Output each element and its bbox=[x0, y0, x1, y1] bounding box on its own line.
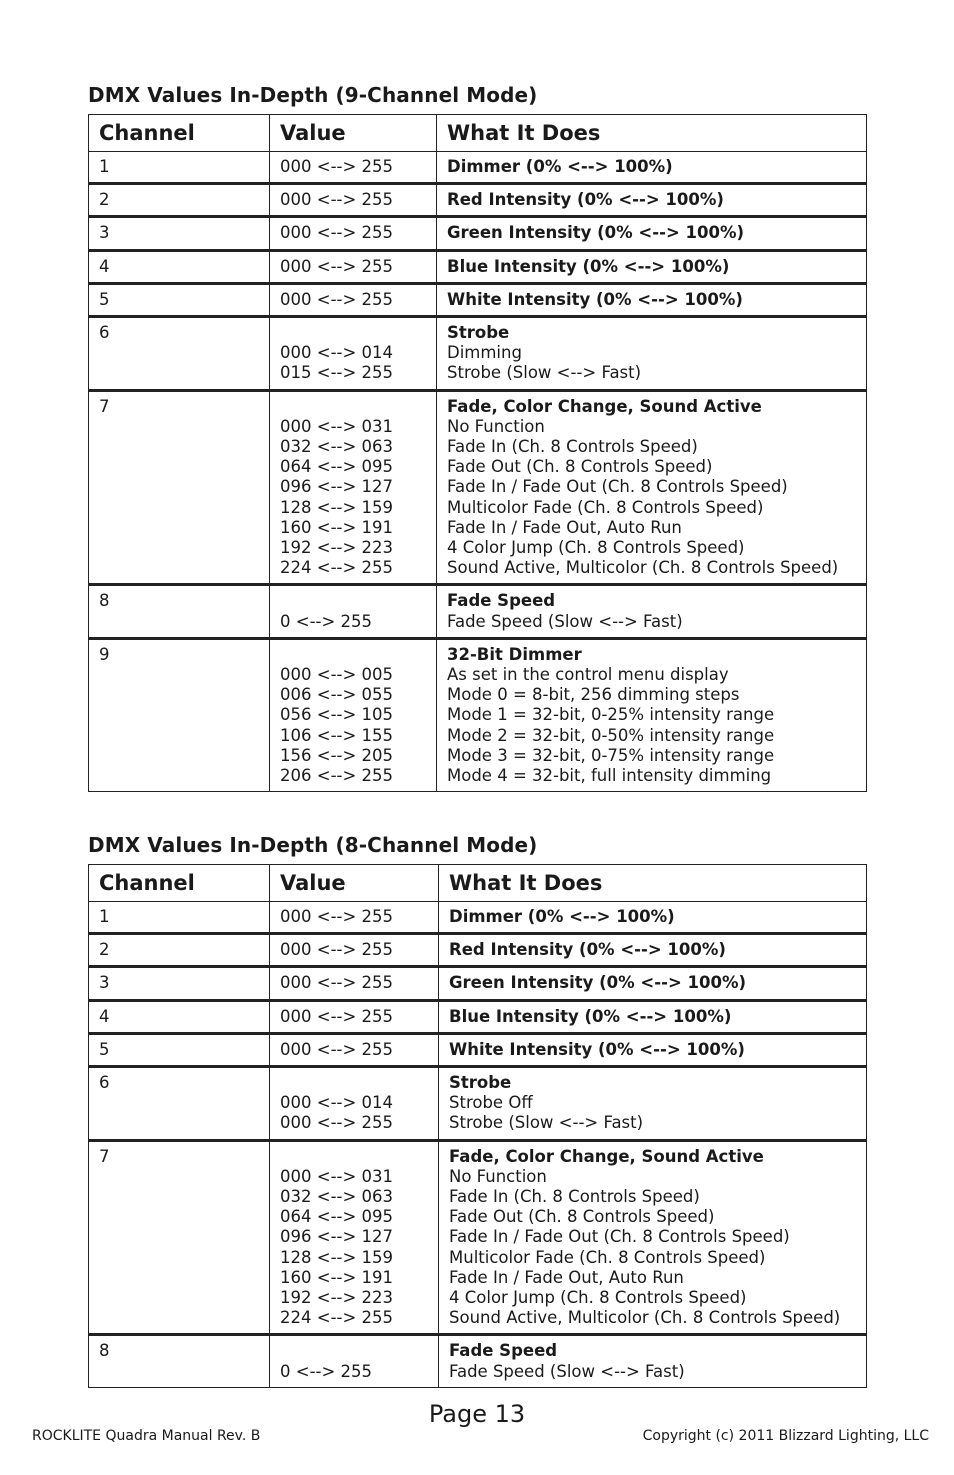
function-description: Strobe Off bbox=[449, 1093, 533, 1113]
table-row bbox=[89, 283, 867, 316]
channel-cell: 2 bbox=[89, 184, 270, 217]
channel-cell: 6 bbox=[89, 317, 270, 391]
description-cell bbox=[439, 1000, 867, 1033]
function-description: Fade In (Ch. 8 Controls Speed) bbox=[447, 437, 698, 457]
table-row bbox=[89, 184, 867, 217]
channel-cell: 8 bbox=[89, 585, 270, 638]
function-heading: Green Intensity (0% <--> 100%) bbox=[447, 223, 745, 243]
function-description: Mode 4 = 32-bit, full intensity dimming bbox=[447, 766, 772, 786]
channel-cell: 6 bbox=[89, 1067, 270, 1141]
function-description: Mode 1 = 32-bit, 0-25% intensity range bbox=[447, 705, 775, 725]
description-cell bbox=[437, 390, 867, 585]
channel-cell: 5 bbox=[89, 1033, 270, 1066]
value-range: 000 <--> 005 bbox=[280, 665, 394, 685]
table-row bbox=[89, 1067, 867, 1141]
value-range: 000 <--> 031 bbox=[280, 1166, 394, 1186]
function-heading: White Intensity (0% <--> 100%) bbox=[447, 289, 743, 309]
function-description: Strobe (Slow <--> Fast) bbox=[449, 1113, 644, 1133]
value-cell bbox=[270, 967, 439, 1000]
dmx-table-8ch bbox=[88, 864, 867, 1388]
value-range: 096 <--> 127 bbox=[280, 1227, 394, 1247]
table-row bbox=[89, 1140, 867, 1335]
value-cell bbox=[270, 1067, 439, 1141]
value-range: 006 <--> 055 bbox=[280, 685, 394, 705]
value-cell bbox=[270, 585, 437, 638]
value-range: 000 <--> 255 bbox=[280, 190, 394, 210]
function-description: Fade Speed (Slow <--> Fast) bbox=[449, 1361, 685, 1381]
value-range bbox=[280, 323, 436, 343]
description-cell bbox=[437, 283, 867, 316]
value-range: 192 <--> 223 bbox=[280, 538, 394, 558]
value-range: 000 <--> 255 bbox=[280, 1113, 394, 1133]
function-description: Fade In / Fade Out (Ch. 8 Controls Speed) bbox=[447, 477, 788, 497]
description-cell bbox=[437, 638, 867, 791]
value-range bbox=[280, 397, 436, 417]
description-cell bbox=[439, 902, 867, 934]
function-heading: Blue Intensity (0% <--> 100%) bbox=[449, 1006, 732, 1026]
function-description: Fade In / Fade Out, Auto Run bbox=[449, 1267, 684, 1287]
description-cell bbox=[437, 585, 867, 638]
function-heading: Fade Speed bbox=[447, 591, 556, 611]
value-cell bbox=[270, 152, 437, 184]
description-cell bbox=[437, 152, 867, 184]
value-range: 032 <--> 063 bbox=[280, 1187, 394, 1207]
header-channel: Channel bbox=[89, 865, 270, 902]
function-description: 4 Color Jump (Ch. 8 Controls Speed) bbox=[449, 1288, 747, 1308]
value-range: 160 <--> 191 bbox=[280, 1267, 394, 1287]
channel-cell: 5 bbox=[89, 283, 270, 316]
channel-cell: 4 bbox=[89, 250, 270, 283]
function-heading: Fade, Color Change, Sound Active bbox=[447, 396, 762, 416]
value-range: 000 <--> 014 bbox=[280, 343, 394, 363]
function-description: Dimming bbox=[447, 343, 522, 363]
value-cell bbox=[270, 1335, 439, 1387]
function-heading: Red Intensity (0% <--> 100%) bbox=[447, 190, 724, 210]
function-heading: Strobe bbox=[449, 1073, 512, 1093]
value-range: 056 <--> 105 bbox=[280, 705, 394, 725]
title-8ch: DMX Values In-Depth (8-Channel Mode) bbox=[88, 833, 538, 857]
function-heading: Fade, Color Change, Sound Active bbox=[449, 1146, 764, 1166]
footer-copyright: Copyright (c) 2011 Blizzard Lighting, LLC bbox=[642, 1428, 929, 1444]
table-row bbox=[89, 317, 867, 391]
value-range: 064 <--> 095 bbox=[280, 457, 394, 477]
channel-cell: 3 bbox=[89, 217, 270, 250]
value-range: 160 <--> 191 bbox=[280, 517, 394, 537]
header-value: Value bbox=[270, 115, 437, 152]
value-cell bbox=[270, 317, 437, 391]
table-row bbox=[89, 934, 867, 967]
description-cell bbox=[437, 217, 867, 250]
value-cell bbox=[270, 250, 437, 283]
description-cell bbox=[439, 1335, 867, 1387]
value-range: 156 <--> 205 bbox=[280, 745, 394, 765]
value-range: 0 <--> 255 bbox=[280, 1361, 373, 1381]
table-row bbox=[89, 250, 867, 283]
function-description: Sound Active, Multicolor (Ch. 8 Controls Speed) bbox=[449, 1308, 841, 1328]
value-range bbox=[280, 645, 436, 665]
value-range: 000 <--> 255 bbox=[280, 223, 394, 243]
value-range: 000 <--> 031 bbox=[280, 416, 394, 436]
channel-cell: 7 bbox=[89, 1140, 270, 1335]
function-heading: Fade Speed bbox=[449, 1341, 558, 1361]
channel-cell: 4 bbox=[89, 1000, 270, 1033]
value-range: 192 <--> 223 bbox=[280, 1288, 394, 1308]
function-description: Strobe (Slow <--> Fast) bbox=[447, 363, 642, 383]
function-description: Fade Speed (Slow <--> Fast) bbox=[447, 611, 683, 631]
value-range: 000 <--> 255 bbox=[280, 256, 394, 276]
value-cell bbox=[270, 283, 437, 316]
function-description: 4 Color Jump (Ch. 8 Controls Speed) bbox=[447, 538, 745, 558]
function-description: Fade In / Fade Out (Ch. 8 Controls Speed) bbox=[449, 1227, 790, 1247]
channel-cell: 1 bbox=[89, 902, 270, 934]
function-description: Multicolor Fade (Ch. 8 Controls Speed) bbox=[447, 497, 764, 517]
value-cell bbox=[270, 934, 439, 967]
value-range: 000 <--> 255 bbox=[280, 907, 394, 926]
value-range bbox=[280, 1147, 438, 1167]
function-heading: Red Intensity (0% <--> 100%) bbox=[449, 940, 726, 960]
value-range: 000 <--> 255 bbox=[280, 289, 394, 309]
function-heading: Green Intensity (0% <--> 100%) bbox=[449, 973, 747, 993]
value-cell bbox=[270, 1033, 439, 1066]
channel-cell: 1 bbox=[89, 152, 270, 184]
function-heading: 32-Bit Dimmer bbox=[447, 644, 582, 664]
function-description: No Function bbox=[447, 416, 545, 436]
table-row bbox=[89, 152, 867, 184]
value-range bbox=[280, 1073, 438, 1093]
page-number: Page 13 bbox=[428, 1400, 526, 1428]
header-channel: Channel bbox=[89, 115, 270, 152]
description-cell bbox=[439, 1033, 867, 1066]
value-range: 0 <--> 255 bbox=[280, 611, 373, 631]
description-cell bbox=[439, 1067, 867, 1141]
function-heading: Dimmer (0% <--> 100%) bbox=[447, 157, 673, 176]
value-range bbox=[280, 591, 436, 611]
function-description: Mode 0 = 8-bit, 256 dimming steps bbox=[447, 685, 740, 705]
description-cell bbox=[437, 250, 867, 283]
description-cell bbox=[439, 967, 867, 1000]
value-range: 106 <--> 155 bbox=[280, 725, 394, 745]
footer-manual-title: ROCKLITE Quadra Manual Rev. B bbox=[32, 1428, 261, 1444]
function-description: Mode 2 = 32-bit, 0-50% intensity range bbox=[447, 725, 775, 745]
function-description: Fade Out (Ch. 8 Controls Speed) bbox=[449, 1207, 715, 1227]
value-range: 015 <--> 255 bbox=[280, 363, 394, 383]
channel-cell: 7 bbox=[89, 390, 270, 585]
value-range: 032 <--> 063 bbox=[280, 437, 394, 457]
channel-cell: 2 bbox=[89, 934, 270, 967]
table-row bbox=[89, 1033, 867, 1066]
value-cell bbox=[270, 184, 437, 217]
value-cell bbox=[270, 1140, 439, 1335]
function-heading: Dimmer (0% <--> 100%) bbox=[449, 907, 675, 926]
function-description: As set in the control menu display bbox=[447, 665, 729, 685]
table-row bbox=[89, 585, 867, 638]
value-range: 000 <--> 014 bbox=[280, 1093, 394, 1113]
function-description: Mode 3 = 32-bit, 0-75% intensity range bbox=[447, 745, 775, 765]
function-description: Fade In / Fade Out, Auto Run bbox=[447, 517, 682, 537]
value-cell bbox=[270, 217, 437, 250]
title-9ch: DMX Values In-Depth (9-Channel Mode) bbox=[88, 83, 538, 107]
table-row bbox=[89, 1335, 867, 1387]
value-range: 000 <--> 255 bbox=[280, 1006, 394, 1026]
value-range: 000 <--> 255 bbox=[280, 1039, 394, 1059]
value-range: 064 <--> 095 bbox=[280, 1207, 394, 1227]
table-row bbox=[89, 967, 867, 1000]
function-description: Multicolor Fade (Ch. 8 Controls Speed) bbox=[449, 1247, 766, 1267]
value-cell bbox=[270, 638, 437, 791]
table-row bbox=[89, 217, 867, 250]
value-cell bbox=[270, 1000, 439, 1033]
channel-cell: 9 bbox=[89, 638, 270, 791]
function-heading: White Intensity (0% <--> 100%) bbox=[449, 1039, 745, 1059]
table-row bbox=[89, 390, 867, 585]
value-range: 000 <--> 255 bbox=[280, 157, 394, 176]
description-cell bbox=[439, 934, 867, 967]
header-what-it-does: What It Does bbox=[437, 115, 867, 152]
dmx-table-9ch bbox=[88, 114, 867, 792]
value-range: 128 <--> 159 bbox=[280, 497, 394, 517]
value-cell bbox=[270, 902, 439, 934]
value-range: 206 <--> 255 bbox=[280, 766, 394, 786]
function-heading: Strobe bbox=[447, 323, 510, 343]
value-range: 000 <--> 255 bbox=[280, 940, 394, 960]
value-range: 224 <--> 255 bbox=[280, 558, 394, 578]
value-range: 000 <--> 255 bbox=[280, 973, 394, 993]
channel-cell: 8 bbox=[89, 1335, 270, 1387]
function-heading: Blue Intensity (0% <--> 100%) bbox=[447, 256, 730, 276]
value-cell bbox=[270, 390, 437, 585]
value-range bbox=[280, 1341, 438, 1361]
channel-cell: 3 bbox=[89, 967, 270, 1000]
function-description: Fade In (Ch. 8 Controls Speed) bbox=[449, 1187, 700, 1207]
table-row bbox=[89, 1000, 867, 1033]
table-row bbox=[89, 902, 867, 934]
value-range: 096 <--> 127 bbox=[280, 477, 394, 497]
description-cell bbox=[437, 317, 867, 391]
value-range: 224 <--> 255 bbox=[280, 1308, 394, 1328]
function-description: Sound Active, Multicolor (Ch. 8 Controls Speed) bbox=[447, 558, 839, 578]
function-description: Fade Out (Ch. 8 Controls Speed) bbox=[447, 457, 713, 477]
description-cell bbox=[437, 184, 867, 217]
description-cell bbox=[439, 1140, 867, 1335]
table-row bbox=[89, 638, 867, 791]
function-description: No Function bbox=[449, 1166, 547, 1186]
header-what-it-does: What It Does bbox=[439, 865, 867, 902]
value-range: 128 <--> 159 bbox=[280, 1247, 394, 1267]
header-value: Value bbox=[270, 865, 439, 902]
